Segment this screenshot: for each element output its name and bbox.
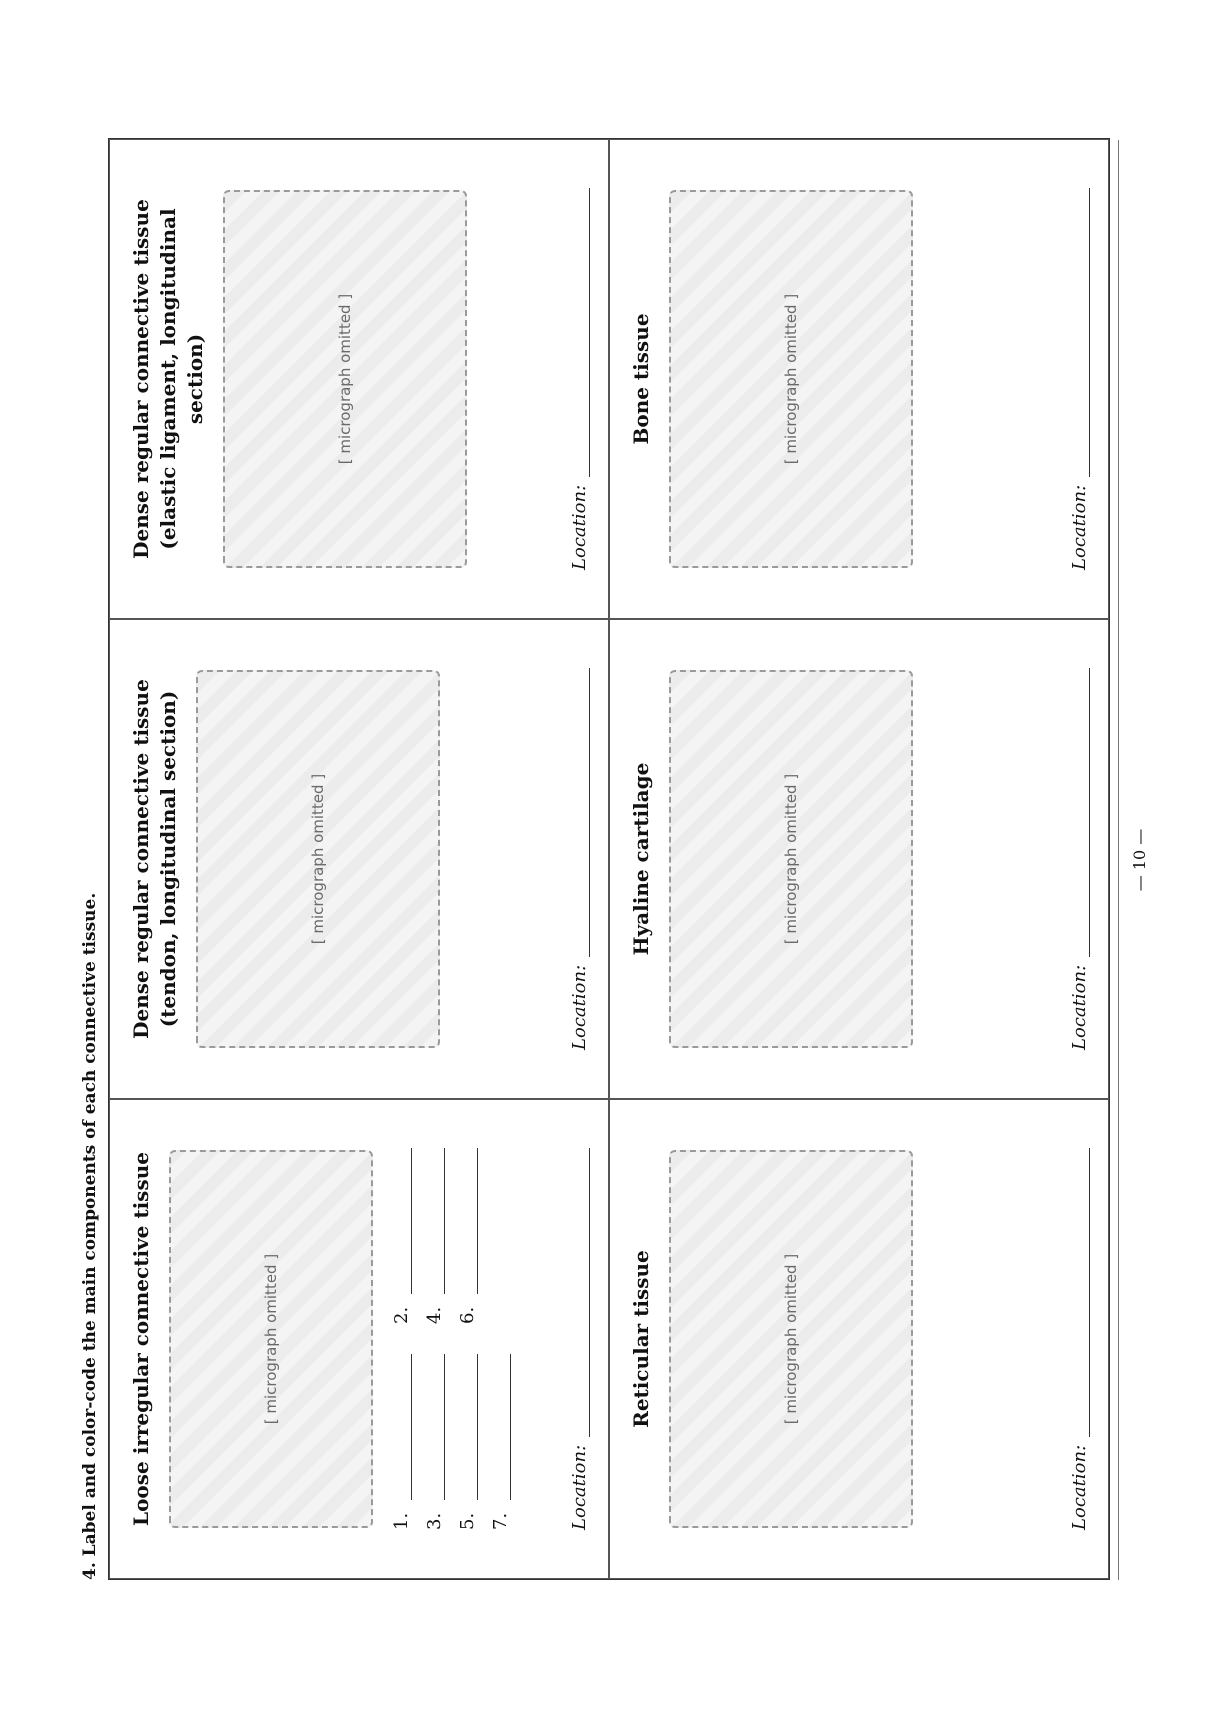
tissue-card-loose [109, 1099, 609, 1579]
answer-list [391, 1148, 511, 1530]
tissue-card-bone [609, 139, 1109, 619]
image-placeholder: [ micrograph omitted ] [669, 1150, 913, 1527]
location-field[interactable]: Location: [1053, 188, 1090, 570]
answer-field[interactable]: 7. [490, 1354, 511, 1530]
answer-field[interactable]: 5. [457, 1354, 478, 1530]
tissue-card-ligament [109, 139, 609, 619]
image-placeholder: [ micrograph omitted ] [669, 670, 913, 1047]
page-number: — 10 — [1130, 828, 1149, 892]
image-placeholder: [ micrograph omitted ] [196, 670, 440, 1047]
location-field[interactable]: Location: [553, 1148, 590, 1530]
answer-field[interactable]: 4. [424, 1148, 445, 1324]
card-title: Dense regular connective tissue (elastic ligament, longitudinal section) [129, 199, 207, 559]
answer-field[interactable]: 6. [457, 1148, 478, 1324]
location-field[interactable]: Location: [553, 188, 590, 570]
footer-rule [1118, 140, 1119, 1580]
card-title: Hyaline cartilage [629, 762, 653, 956]
card-title: Dense regular connective tissue (tendon, longitudinal section) [129, 679, 180, 1039]
card-title: Bone tissue [629, 313, 653, 445]
answer-field[interactable]: 3. [424, 1354, 445, 1530]
location-field[interactable]: Location: [1053, 1148, 1090, 1530]
image-placeholder: [ micrograph omitted ] [169, 1150, 373, 1527]
card-title: Loose irregular connective tissue [129, 1152, 153, 1526]
card-title: Reticular tissue [629, 1250, 653, 1428]
answer-field[interactable]: 1. [391, 1354, 412, 1530]
location-field[interactable]: Location: [553, 668, 590, 1050]
location-field[interactable]: Location: [1053, 668, 1090, 1050]
answer-field[interactable]: 2. [391, 1148, 412, 1324]
tissue-card-tendon [109, 619, 609, 1099]
tissue-card-reticular [609, 1099, 1109, 1579]
tissue-card-cartilage [609, 619, 1109, 1099]
image-placeholder: [ micrograph omitted ] [223, 190, 467, 567]
tissue-card-grid [108, 138, 1110, 1580]
task-title: 4. Label and color-code the main components of each connective tissue. [80, 892, 100, 1580]
image-placeholder: [ micrograph omitted ] [669, 190, 913, 567]
